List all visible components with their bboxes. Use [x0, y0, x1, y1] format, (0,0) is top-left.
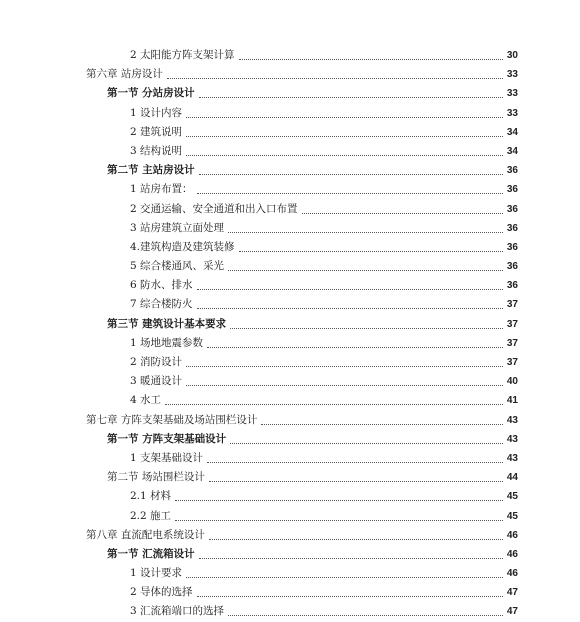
toc-entry-chapter[interactable]: [0, 65, 580, 84]
toc-entry-title: 第一节 方阵支架基础设计: [107, 432, 227, 445]
toc-dot-leader: [199, 174, 503, 175]
toc-entry-title: 1 站房布置：: [130, 183, 193, 196]
toc-entry-item[interactable]: [0, 564, 580, 583]
toc-entry-title: 2 交通运输、安全通道和出入口布置: [130, 202, 298, 215]
toc-dot-leader: [239, 59, 503, 60]
toc-entry-item[interactable]: [0, 507, 580, 526]
toc-page-number: 46: [506, 529, 518, 541]
toc-dot-leader: [207, 347, 503, 348]
toc-entry-title: 2.2 施工: [130, 509, 172, 522]
table-of-contents: [0, 46, 580, 622]
toc-entry-title: 1 设计内容: [130, 106, 183, 119]
toc-dot-leader: [186, 117, 503, 118]
toc-page-number: 37: [506, 299, 518, 311]
toc-entry-item[interactable]: [0, 372, 580, 391]
toc-dot-leader: [197, 308, 503, 309]
toc-dot-leader: [261, 424, 503, 425]
toc-entry-title: 7 综合楼防火: [130, 298, 193, 311]
toc-entry-item[interactable]: [0, 449, 580, 468]
toc-entry-item[interactable]: [0, 238, 580, 257]
toc-entry-item[interactable]: [0, 180, 580, 199]
toc-page-number: 33: [506, 69, 518, 81]
toc-entry-item[interactable]: [0, 583, 580, 602]
toc-entry-item[interactable]: [0, 219, 580, 238]
toc-page-number: 43: [506, 414, 518, 426]
toc-entry-title: 6 防水、排水: [130, 279, 193, 292]
toc-entry-item[interactable]: [0, 123, 580, 142]
toc-entry-section[interactable]: [0, 468, 580, 487]
toc-entry-title: 4 水工: [130, 394, 162, 407]
toc-page-number: 47: [506, 606, 518, 618]
toc-dot-leader: [207, 462, 503, 463]
toc-page-number: 43: [506, 452, 518, 464]
toc-dot-leader: [167, 78, 503, 79]
toc-page-number: 44: [506, 472, 518, 484]
toc-dot-leader: [186, 577, 503, 578]
toc-dot-leader: [186, 366, 503, 367]
toc-entry-section[interactable]: [0, 161, 580, 180]
toc-dot-leader: [228, 270, 503, 271]
toc-dot-leader: [197, 193, 503, 194]
toc-entry-title: 4.建筑构造及建筑装修: [130, 240, 235, 253]
toc-entry-title: 3 汇流箱端口的选择: [130, 605, 225, 618]
toc-page-number: 47: [506, 587, 518, 599]
toc-page-number: 37: [506, 337, 518, 349]
toc-entry-title: 1 支架基础设计: [130, 451, 204, 464]
toc-dot-leader: [228, 232, 503, 233]
toc-entry-title: 第二节 主站房设计: [107, 164, 195, 177]
toc-entry-item[interactable]: [0, 487, 580, 506]
toc-page-number: 34: [506, 126, 518, 138]
toc-entry-item[interactable]: [0, 295, 580, 314]
toc-dot-leader: [186, 136, 503, 137]
toc-page-number: 36: [506, 184, 518, 196]
toc-page-number: 33: [506, 88, 518, 100]
toc-entry-section[interactable]: [0, 315, 580, 334]
toc-page-number: 46: [506, 548, 518, 560]
toc-entry-item[interactable]: [0, 276, 580, 295]
toc-dot-leader: [165, 404, 503, 405]
toc-page-number: 46: [506, 568, 518, 580]
toc-dot-leader: [186, 155, 503, 156]
toc-entry-item[interactable]: [0, 200, 580, 219]
toc-entry-title: 第八章 直流配电系统设计: [86, 528, 205, 541]
toc-entry-title: 3 暖通设计: [130, 375, 183, 388]
toc-page-number: 40: [506, 376, 518, 388]
toc-entry-chapter[interactable]: [0, 411, 580, 430]
toc-entry-title: 1 设计要求: [130, 567, 183, 580]
toc-dot-leader: [197, 289, 503, 290]
toc-dot-leader: [239, 251, 503, 252]
toc-entry-item[interactable]: [0, 391, 580, 410]
toc-dot-leader: [230, 443, 503, 444]
toc-page-number: 36: [506, 241, 518, 253]
toc-entry-item[interactable]: [0, 104, 580, 123]
toc-page-number: 36: [506, 222, 518, 234]
toc-page-number: 43: [506, 433, 518, 445]
toc-page-number: 33: [506, 107, 518, 119]
toc-entry-title: 1 场地地震参数: [130, 336, 204, 349]
toc-dot-leader: [209, 481, 503, 482]
toc-entry-item[interactable]: [0, 46, 580, 65]
toc-entry-title: 第六章 站房设计: [86, 68, 163, 81]
toc-entry-item[interactable]: [0, 142, 580, 161]
toc-page-number: 45: [506, 510, 518, 522]
toc-entry-item[interactable]: [0, 602, 580, 621]
toc-page-number: 30: [506, 50, 518, 61]
toc-entry-section[interactable]: [0, 430, 580, 449]
toc-entry-title: 第二节 场站围栏设计: [107, 471, 205, 484]
toc-dot-leader: [230, 328, 503, 329]
toc-dot-leader: [228, 615, 503, 616]
toc-page-number: 34: [506, 145, 518, 157]
toc-page-number: 36: [506, 280, 518, 292]
toc-entry-section[interactable]: [0, 84, 580, 103]
toc-dot-leader: [197, 596, 503, 597]
toc-entry-title: 5 综合楼通风、采光: [130, 260, 225, 273]
toc-entry-item[interactable]: [0, 257, 580, 276]
toc-dot-leader: [209, 539, 503, 540]
toc-page-number: 36: [506, 203, 518, 215]
toc-dot-leader: [175, 500, 503, 501]
toc-page-number: 36: [506, 165, 518, 177]
toc-entry-title: 第三节 建筑设计基本要求: [107, 317, 227, 330]
toc-entry-chapter[interactable]: [0, 526, 580, 545]
toc-entry-title: 2.1 材料: [130, 490, 172, 503]
toc-entry-title: 第一节 分站房设计: [107, 87, 195, 100]
toc-entry-title: 3 站房建筑立面处理: [130, 221, 225, 234]
toc-dot-leader: [199, 97, 503, 98]
toc-page-number: 36: [506, 261, 518, 273]
toc-dot-leader: [302, 213, 503, 214]
toc-page-number: 37: [506, 357, 518, 368]
toc-entry-item[interactable]: [0, 334, 580, 353]
toc-dot-leader: [175, 520, 503, 521]
toc-entry-item[interactable]: [0, 353, 580, 372]
toc-dot-leader: [199, 558, 503, 559]
toc-entry-title: 3 结构说明: [130, 144, 183, 157]
toc-dot-leader: [186, 385, 503, 386]
toc-page-number: 41: [506, 395, 518, 407]
toc-page-number: 45: [506, 491, 518, 503]
toc-entry-title: 第一节 汇流箱设计: [107, 547, 195, 560]
toc-entry-title: 第七章 方阵支架基础及场站围栏设计: [86, 413, 258, 426]
toc-page-number: 37: [506, 318, 518, 330]
toc-entry-title: 2 导体的选择: [130, 586, 193, 599]
toc-entry-section[interactable]: [0, 545, 580, 564]
toc-entry-title: 2 太阳能方阵支架计算: [130, 49, 235, 61]
toc-entry-title: 2 建筑说明: [130, 125, 183, 138]
toc-entry-title: 2 消防设计: [130, 356, 183, 368]
